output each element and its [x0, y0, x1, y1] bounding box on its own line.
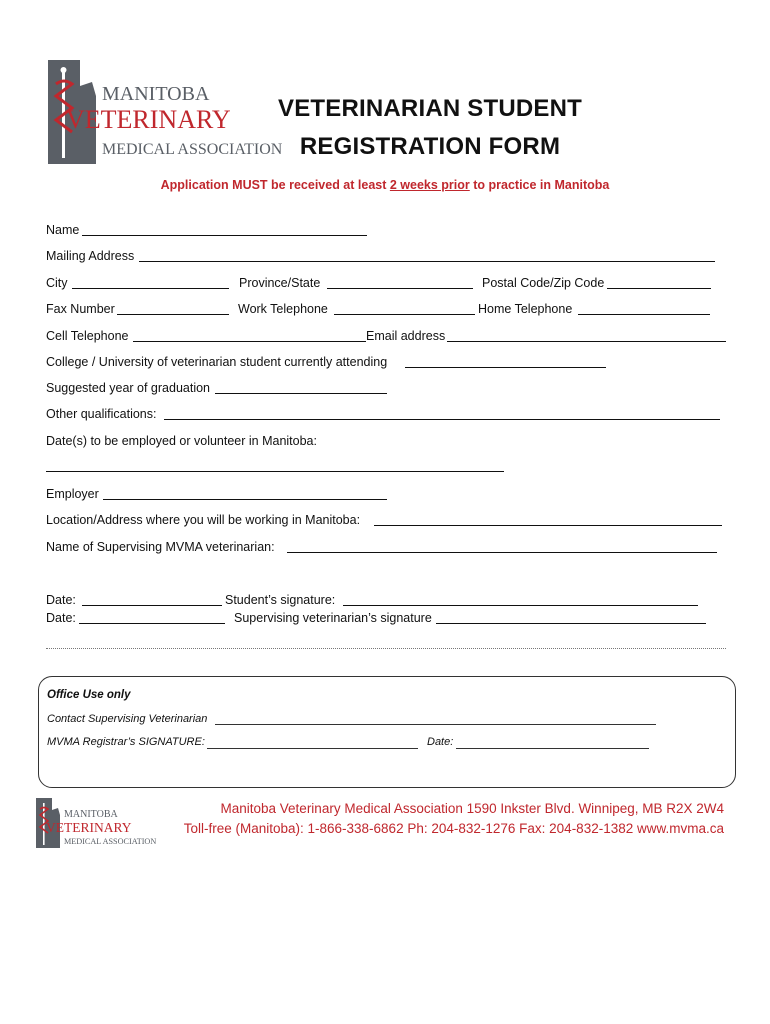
- name-input[interactable]: [82, 235, 367, 236]
- fax-input[interactable]: [117, 314, 229, 315]
- city-input[interactable]: [72, 288, 229, 289]
- employer-input[interactable]: [103, 499, 387, 500]
- page-title: [240, 90, 620, 166]
- office-use-heading: Office Use only: [47, 689, 131, 701]
- cell-telephone-label: Cell Telephone: [46, 329, 129, 343]
- supervisor-date-label: Date:: [46, 611, 76, 625]
- home-telephone-input[interactable]: [578, 314, 710, 315]
- title-line1: VETERINARIAN STUDENT: [277, 95, 582, 122]
- logo-line2: VETERINARY: [66, 105, 231, 134]
- cell-telephone-input[interactable]: [133, 341, 366, 342]
- mailing-address-input[interactable]: [139, 261, 715, 262]
- logo-line3: MEDICAL ASSOCIATION: [102, 141, 283, 158]
- notice-pre: Application MUST be received at least: [160, 178, 390, 192]
- student-date-label: Date:: [46, 593, 76, 607]
- footer-logo: [32, 796, 162, 850]
- supervisor-name-input[interactable]: [287, 552, 717, 553]
- supervisor-date-input[interactable]: [79, 623, 225, 624]
- office-use-box: [38, 676, 736, 788]
- other-qualifications-label: Other qualifications:: [46, 407, 157, 421]
- notice-emphasis: 2 weeks prior: [389, 178, 470, 192]
- footer-logo-graphic: [32, 796, 162, 850]
- other-qualifications-input[interactable]: [164, 419, 720, 420]
- work-telephone-label: Work Telephone: [238, 302, 328, 316]
- work-location-input[interactable]: [374, 525, 722, 526]
- office-date-label: Date:: [427, 736, 454, 748]
- supervisor-name-label: Name of Supervising MVMA veterinarian:: [46, 540, 275, 554]
- footer-logo-line1: MANITOBA: [64, 809, 118, 820]
- logo-line1: MANITOBA: [102, 83, 210, 105]
- registrar-signature-input[interactable]: [207, 748, 418, 749]
- contact-supervisor-label: Contact Supervising Veterinarian: [47, 713, 208, 725]
- student-signature-input[interactable]: [343, 605, 698, 606]
- contact-supervisor-input[interactable]: [215, 724, 656, 725]
- footer-contact: Toll-free (Manitoba): 1-866-338-6862 Ph: 204-832-1276 Fax: 204-832-1382 www.mvma.ca: [183, 821, 724, 836]
- student-signature-label: Student’s signature:: [225, 593, 336, 607]
- notice-post: to practice in Manitoba: [469, 178, 610, 192]
- work-location-label: Location/Address where you will be working in Manitoba:: [46, 513, 361, 527]
- college-label: College / University of veterinarian student currently attending: [46, 355, 388, 369]
- office-date-input[interactable]: [456, 748, 649, 749]
- footer-logo-line3: MEDICAL ASSOCIATION: [64, 837, 157, 846]
- student-date-input[interactable]: [82, 605, 222, 606]
- employment-dates-label: Date(s) to be employed or volunteer in Manitoba:: [46, 434, 317, 448]
- fax-label: Fax Number: [46, 302, 115, 316]
- email-label: Email address: [366, 329, 446, 343]
- supervisor-signature-input[interactable]: [436, 623, 706, 624]
- employment-dates-input[interactable]: [46, 471, 504, 472]
- postal-code-label: Postal Code/Zip Code: [482, 276, 605, 290]
- registrar-signature-label: MVMA Registrar’s SIGNATURE:: [47, 736, 205, 748]
- postal-code-input[interactable]: [607, 288, 711, 289]
- footer-address: Manitoba Veterinary Medical Association 1590 Inkster Blvd. Winnipeg, MB R2X 2W4: [220, 801, 724, 816]
- supervisor-signature-label: Supervising veterinarian’s signature: [234, 611, 432, 625]
- name-label: Name: [46, 223, 80, 237]
- city-label: City: [46, 276, 68, 290]
- province-input[interactable]: [327, 288, 473, 289]
- college-input[interactable]: [405, 367, 606, 368]
- graduation-year-input[interactable]: [215, 393, 387, 394]
- graduation-year-label: Suggested year of graduation: [46, 381, 211, 395]
- mailing-address-label: Mailing Address: [46, 249, 135, 263]
- footer-logo-line2: VETERINARY: [46, 820, 132, 835]
- email-input[interactable]: [447, 341, 726, 342]
- mvma-logo: [40, 56, 283, 168]
- title-line2: REGISTRATION FORM: [299, 133, 561, 160]
- deadline-notice: [0, 178, 770, 192]
- work-telephone-input[interactable]: [334, 314, 475, 315]
- employer-label: Employer: [46, 487, 99, 501]
- divider: [46, 648, 726, 649]
- province-label: Province/State: [239, 276, 321, 290]
- home-telephone-label: Home Telephone: [478, 302, 573, 316]
- mvma-logo-graphic: [40, 56, 283, 168]
